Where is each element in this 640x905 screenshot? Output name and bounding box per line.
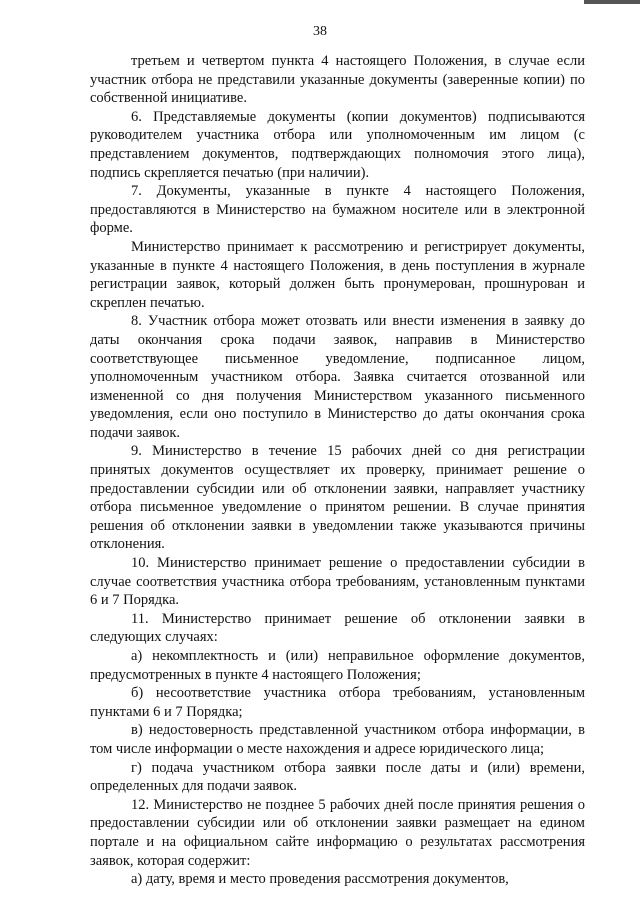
paragraph-10: 10. Министерство принимает решение о предоставлении субсидии в случае соответствия участника отбора требованиям, установленным пунктами 6 и 7 Порядка. xyxy=(90,555,585,609)
paragraph-9: 9. Министерство в течение 15 рабочих дней со дня регистрации принятых документов осуществляет их проверку, принимает решение о предоставлении субсидии или об отклонении заявки, направляет участнику отбора письменное уведомление о принятом решении. В случае принятия решения об отклонении заявки в уведомлении также указываются причины отклонения. xyxy=(90,443,585,553)
paragraph-6: 6. Представляемые документы (копии документов) подписываются руководителем участника отбора или уполномоченным им лицом (с представлением документов, подтверждающих полномочия этого лица), подпись скрепляется печатью (при наличии). xyxy=(90,108,585,181)
paragraph-11-g: г) подача участником отбора заявки после даты и (или) времени, определенных для подачи заявок. xyxy=(90,759,585,795)
paragraph-continuation: третьем и четвертом пункта 4 настоящего Положения, в случае если участник отбора не представили указанные документы (заверенные копии) по собственной инициативе. xyxy=(90,53,585,107)
paragraph-12-a: а) дату, время и место проведения рассмотрения документов, xyxy=(131,871,509,888)
paragraph-7: 7. Документы, указанные в пункте 4 настоящего Положения, предоставляются в Министерство на бумажном носителе или в электронной форме. xyxy=(90,183,585,237)
page-number: 38 xyxy=(313,24,327,39)
paragraph-11: 11. Министерство принимает решение об отклонении заявки в следующих случаях: xyxy=(90,610,585,646)
paragraph-11-v: в) недостоверность представленной участником отбора информации, в том числе информации о месте нахождения и адресе юридического лица; xyxy=(90,722,585,757)
scan-corner-mark xyxy=(584,0,640,4)
paragraph-7-registration: Министерство принимает к рассмотрению и регистрирует документы, указанные в пункте 4 настоящего Положения, в день поступления в журнале регистрации заявок, который должен быть пронумерован, прошнурован и скреплен печатью. xyxy=(90,238,585,311)
paragraph-11-a: а) некомплектность и (или) неправильное оформление документов, предусмотренных в пункте 4 настоящего Положения; xyxy=(90,648,585,683)
paragraph-8: 8. Участник отбора может отозвать или внести изменения в заявку до даты окончания срока подачи заявок, направив в Министерство соответствующее письменное уведомление, подписанное лицом, уполномоченным участником отбора. Заявка считается отозванной или измененной со дня получения Министерством указанного письменного уведомления, если оно поступило в Министерство до даты окончания срока подачи заявок. xyxy=(90,313,585,441)
paragraph-11-b: б) несоответствие участника отбора требованиям, установленным пунктами 6 и 7 Порядка; xyxy=(90,685,585,720)
paragraph-12: 12. Министерство не позднее 5 рабочих дней после принятия решения о предоставлении субсидии или об отклонении заявки размещает на едином портале и на официальном сайте информацию о результатах рассмотрения заявок, которая содержит: xyxy=(90,796,585,869)
document-body xyxy=(90,52,585,889)
